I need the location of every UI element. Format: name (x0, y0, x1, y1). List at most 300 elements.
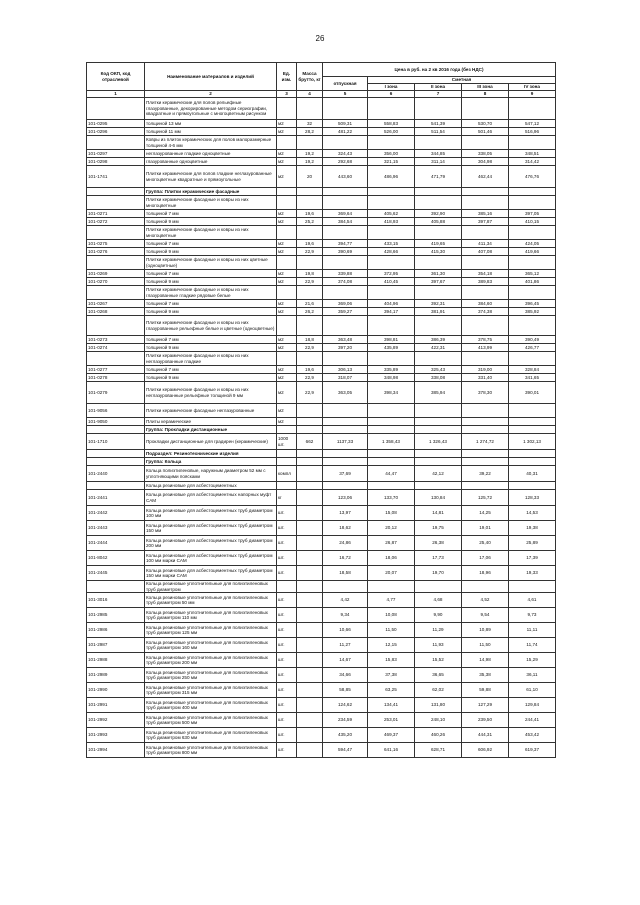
table-row (87, 728, 556, 743)
page-number: 26 (315, 34, 325, 43)
table-cell-zone-4-price: 619,37 (509, 743, 556, 758)
table-cell-mass (297, 743, 323, 758)
table-cell-mass: 22,9 (297, 344, 323, 352)
table-cell-zone-4-price: 19,38 (509, 521, 556, 536)
table-cell-zone-1-price: 348,98 (368, 374, 415, 382)
table-cell-mass (297, 188, 323, 196)
table-cell-zone-1-price: 44,47 (368, 466, 415, 482)
table-cell-code: 101-0272 (87, 218, 145, 226)
table-cell-zone-4-price (509, 316, 556, 336)
group-heading-row (87, 458, 556, 466)
table-row (87, 551, 556, 566)
table-cell-name: Плиты керамические (145, 418, 277, 426)
table-cell-code: 101-0298 (87, 158, 145, 166)
table-cell-unit (277, 458, 297, 466)
table-cell-zone-1-price: 253,01 (368, 713, 415, 728)
table-cell-release-price: 359,27 (323, 308, 368, 316)
table-cell-name: Плитки керамические фасадные и ковры из них неглазурованные гладкие (145, 352, 277, 366)
table-cell-mass: 22,9 (297, 382, 323, 404)
table-cell-name: толщиной 7 мм (145, 270, 277, 278)
header-price-group: Цена в руб. на 2 кв 2016 года (без НДС) (323, 63, 556, 77)
table-row (87, 506, 556, 521)
table-cell-zone-3-price (462, 352, 509, 366)
table-cell-code: 101-9050 (87, 418, 145, 426)
table-cell-release-price: 306,13 (323, 366, 368, 374)
table-cell-mass: 32 (297, 120, 323, 128)
table-cell-release-price: 384,54 (323, 218, 368, 226)
table-cell-unit: м2 (277, 218, 297, 226)
table-cell-zone-1-price (368, 482, 415, 490)
table-cell-name: Кольца резиновые уплотнительные для полиэтиленовых труб диаметром 400 мм (145, 698, 277, 713)
table-cell-mass (297, 506, 323, 521)
table-cell-release-price (323, 188, 368, 196)
table-cell-unit: м2 (277, 278, 297, 286)
table-cell-mass (297, 226, 323, 240)
table-cell-code: 101-2994 (87, 743, 145, 758)
table-cell-mass (297, 316, 323, 336)
table-cell-release-price (323, 136, 368, 150)
table-cell-zone-3-price (462, 98, 509, 120)
table-cell-zone-2-price: 311,14 (415, 158, 462, 166)
table-cell-name: глазурованные одноцветные (145, 158, 277, 166)
table-cell-zone-4-price (509, 581, 556, 593)
table-row (87, 608, 556, 623)
table-cell-zone-4-price: 14,53 (509, 506, 556, 521)
table-cell-name: Плитки керамические фасадные неглазурованные (145, 404, 277, 418)
table-cell-zone-1-price: 10,08 (368, 608, 415, 623)
table-cell-zone-4-price (509, 458, 556, 466)
table-cell-zone-1-price: 15,83 (368, 653, 415, 668)
table-cell-unit (277, 226, 297, 240)
table-cell-zone-1-price: 469,37 (368, 728, 415, 743)
table-cell-zone-1-price (368, 581, 415, 593)
table-row (87, 698, 556, 713)
table-cell-unit: 1000 шт. (277, 434, 297, 450)
table-cell-release-price: 16,72 (323, 551, 368, 566)
table-row (87, 286, 556, 300)
table-cell-zone-3-price (462, 316, 509, 336)
table-row (87, 536, 556, 551)
table-cell-name: Плитки керамические фасадные и ковры из них цветные (одноцветные) (145, 256, 277, 270)
col-number: 5 (323, 91, 368, 98)
table-cell-zone-2-price: 9,90 (415, 608, 462, 623)
table-cell-zone-3-price (462, 404, 509, 418)
table-cell-mass (297, 653, 323, 668)
header-unit: Ед. изм. (277, 63, 297, 91)
table-cell-zone-3-price (462, 458, 509, 466)
table-cell-unit: шт. (277, 728, 297, 743)
table-row (87, 210, 556, 218)
table-cell-zone-2-price: 19,75 (415, 521, 462, 536)
table-cell-zone-4-price: 547,12 (509, 120, 556, 128)
table-cell-zone-3-price (462, 196, 509, 210)
table-cell-code: 101-9056 (87, 404, 145, 418)
table-cell-zone-4-price (509, 256, 556, 270)
table-row (87, 240, 556, 248)
table-row (87, 218, 556, 226)
table-cell-zone-2-price: 386,39 (415, 336, 462, 344)
table-cell-zone-3-price: 14,98 (462, 653, 509, 668)
table-cell-zone-2-price (415, 316, 462, 336)
table-row (87, 150, 556, 158)
table-cell-zone-1-price (368, 196, 415, 210)
table-cell-code: 101-2989 (87, 668, 145, 683)
table-cell-mass (297, 490, 323, 506)
table-cell-zone-3-price (462, 188, 509, 196)
table-cell-code (87, 196, 145, 210)
table-cell-zone-2-price: 392,31 (415, 300, 462, 308)
table-cell-zone-3-price: 413,99 (462, 344, 509, 352)
table-cell-zone-2-price: 422,31 (415, 344, 462, 352)
table-cell-name: Кольца резиновые уплотнительные для полиэтиленовых труб диаметром 315 мм (145, 683, 277, 698)
table-cell-zone-1-price: 372,95 (368, 270, 415, 278)
table-cell-mass (297, 623, 323, 638)
table-cell-release-price: 594,47 (323, 743, 368, 758)
table-cell-mass (297, 713, 323, 728)
table-cell-code (87, 136, 145, 150)
table-cell-zone-1-price: 558,83 (368, 120, 415, 128)
table-cell-release-price: 394,77 (323, 240, 368, 248)
table-cell-zone-4-price: 11,74 (509, 638, 556, 653)
table-cell-zone-2-price: 392,90 (415, 210, 462, 218)
table-cell-zone-3-price (462, 581, 509, 593)
table-cell-code: 101-0274 (87, 344, 145, 352)
table-cell-zone-4-price: 4,61 (509, 593, 556, 608)
table-cell-release-price: 374,08 (323, 278, 368, 286)
table-row (87, 278, 556, 286)
table-cell-zone-1-price (368, 256, 415, 270)
table-cell-unit: шт. (277, 683, 297, 698)
table-cell-release-price: 4,42 (323, 593, 368, 608)
table-cell-unit: шт. (277, 566, 297, 581)
header-code: Код ОКП, код отраслевой (87, 63, 145, 91)
table-cell-zone-3-price: 374,38 (462, 308, 509, 316)
table-cell-name: толщиной 9 мм (145, 374, 277, 382)
table-row (87, 158, 556, 166)
table-cell-name: Плитки керамические фасадные и ковры из них неглазурованные рельефные толщиной 9 мм (145, 382, 277, 404)
table-cell-zone-1-price: 321,15 (368, 158, 415, 166)
table-cell-zone-3-price (462, 450, 509, 458)
table-row (87, 581, 556, 593)
table-cell-zone-2-price: 15,52 (415, 653, 462, 668)
table-cell-zone-2-price: 325,43 (415, 366, 462, 374)
table-cell-release-price: 443,60 (323, 166, 368, 188)
table-cell-zone-2-price (415, 286, 462, 300)
table-cell-unit: м2 (277, 418, 297, 426)
table-cell-release-price: 11,27 (323, 638, 368, 653)
table-cell-release-price (323, 404, 368, 418)
table-cell-zone-3-price: 125,72 (462, 490, 509, 506)
table-cell-unit: м2 (277, 382, 297, 404)
group-heading-row (87, 450, 556, 458)
table-cell-code: 101-1710 (87, 434, 145, 450)
table-cell-zone-4-price: 25,89 (509, 536, 556, 551)
table-cell-zone-3-price (462, 256, 509, 270)
table-cell-mass (297, 426, 323, 434)
table-cell-mass (297, 566, 323, 581)
table-row (87, 120, 556, 128)
table-cell-name: толщиной 11 мм (145, 128, 277, 136)
table-cell-zone-3-price: 239,50 (462, 713, 509, 728)
table-cell-mass (297, 536, 323, 551)
table-cell-zone-4-price: 426,77 (509, 344, 556, 352)
table-cell-zone-2-price (415, 418, 462, 426)
table-cell-release-price: 34,66 (323, 668, 368, 683)
table-cell-zone-3-price: 501,46 (462, 128, 509, 136)
table-cell-name: Прокладки дистанционные для градирен (керамические) (145, 434, 277, 450)
table-cell-zone-4-price: 328,84 (509, 366, 556, 374)
table-cell-name: толщиной 7 мм (145, 336, 277, 344)
table-cell-zone-2-price: 1 326,43 (415, 434, 462, 450)
table-cell-zone-4-price: 424,05 (509, 240, 556, 248)
table-row (87, 308, 556, 316)
table-cell-name: Кольца резиновые для асбестоцементных труб диаметром 100 мм (145, 506, 277, 521)
table-cell-mass (297, 286, 323, 300)
table-cell-mass (297, 136, 323, 150)
table-cell-unit (277, 482, 297, 490)
table-cell-unit (277, 352, 297, 366)
table-cell-zone-3-price: 354,18 (462, 270, 509, 278)
table-cell-unit (277, 188, 297, 196)
table-cell-zone-1-price: 134,41 (368, 698, 415, 713)
table-cell-code (87, 286, 145, 300)
table-cell-zone-1-price: 433,15 (368, 240, 415, 248)
table-cell-zone-1-price (368, 352, 415, 366)
table-cell-mass: 20 (297, 166, 323, 188)
table-cell-name: толщиной 7 мм (145, 240, 277, 248)
table-cell-zone-4-price: 419,66 (509, 248, 556, 256)
table-cell-unit: шт. (277, 713, 297, 728)
table-cell-zone-4-price: 129,84 (509, 698, 556, 713)
table-cell-release-price: 58,85 (323, 683, 368, 698)
table-cell-zone-2-price: 397,67 (415, 278, 462, 286)
table-cell-name: Группа: Прокладки дистанционные (145, 426, 277, 434)
table-cell-zone-4-price: 61,10 (509, 683, 556, 698)
table-cell-zone-2-price: 338,08 (415, 374, 462, 382)
table-cell-zone-3-price: 304,98 (462, 158, 509, 166)
table-cell-code: 101-8042 (87, 551, 145, 566)
table-row (87, 366, 556, 374)
table-cell-name: Кольца резиновые уплотнительные для полиэтиленовых труб диаметром (145, 581, 277, 593)
table-cell-zone-2-price (415, 98, 462, 120)
table-cell-zone-4-price: 401,86 (509, 278, 556, 286)
table-row (87, 713, 556, 728)
table-cell-release-price: 37,69 (323, 466, 368, 482)
table-cell-code (87, 226, 145, 240)
table-cell-zone-1-price (368, 226, 415, 240)
table-cell-mass: 19,2 (297, 150, 323, 158)
table-cell-release-price: 234,59 (323, 713, 368, 728)
table-cell-zone-1-price (368, 136, 415, 150)
table-cell-code: 101-2445 (87, 566, 145, 581)
table-cell-release-price (323, 226, 368, 240)
table-cell-zone-1-price: 410,45 (368, 278, 415, 286)
table-cell-release-price (323, 316, 368, 336)
table-cell-zone-3-price: 39,22 (462, 466, 509, 482)
table-cell-zone-4-price (509, 98, 556, 120)
header-mass: Масса брутто, кг (297, 63, 323, 91)
table-cell-name: Кольца резиновые уплотнительные для полиэтиленовых труб диаметром 125 мм (145, 623, 277, 638)
table-cell-zone-4-price: 453,42 (509, 728, 556, 743)
table-cell-release-price (323, 256, 368, 270)
table-cell-name: Кольца резиновые уплотнительные для полиэтиленовых труб диаметром 110 мм (145, 608, 277, 623)
table-cell-unit (277, 426, 297, 434)
table-cell-unit: компл (277, 466, 297, 482)
table-cell-zone-2-price: 11,29 (415, 623, 462, 638)
table-cell-name: Плитки керамические для полов рельефные глазурованные, декорированные методом сериографии, квадратные и прямоугольные с многоцветным рисунком (145, 98, 277, 120)
table-cell-zone-1-price (368, 98, 415, 120)
table-cell-zone-2-price: 4,68 (415, 593, 462, 608)
table-cell-release-price: 18,58 (323, 566, 368, 581)
table-cell-zone-4-price (509, 226, 556, 240)
col-number: 8 (462, 91, 509, 98)
table-cell-mass (297, 466, 323, 482)
table-cell-code (87, 450, 145, 458)
table-cell-code: 101-0296 (87, 128, 145, 136)
table-cell-code (87, 188, 145, 196)
table-cell-unit: м2 (277, 166, 297, 188)
table-cell-zone-2-price (415, 482, 462, 490)
table-cell-mass (297, 551, 323, 566)
table-cell-name: Подраздел: Резинотехнические изделия (145, 450, 277, 458)
table-cell-code: 101-2440 (87, 466, 145, 482)
table-cell-zone-1-price: 20,07 (368, 566, 415, 581)
table-cell-zone-3-price: 1 274,72 (462, 434, 509, 450)
table-cell-zone-3-price: 17,06 (462, 551, 509, 566)
table-row (87, 623, 556, 638)
table-cell-zone-2-price (415, 188, 462, 196)
table-cell-release-price: 363,48 (323, 336, 368, 344)
table-cell-name: толщиной 9 мм (145, 248, 277, 256)
table-cell-zone-4-price (509, 426, 556, 434)
table-cell-zone-3-price: 319,00 (462, 366, 509, 374)
table-cell-zone-2-price: 381,91 (415, 308, 462, 316)
table-cell-zone-1-price: 398,81 (368, 336, 415, 344)
table-cell-zone-4-price: 476,76 (509, 166, 556, 188)
table-cell-unit (277, 450, 297, 458)
table-row (87, 344, 556, 352)
table-cell-mass (297, 521, 323, 536)
table-cell-mass: 19,8 (297, 270, 323, 278)
table-cell-zone-3-price: 378,75 (462, 336, 509, 344)
table-cell-unit: м2 (277, 240, 297, 248)
table-cell-unit: шт. (277, 623, 297, 638)
col-number: 7 (415, 91, 462, 98)
table-cell-zone-3-price: 389,83 (462, 278, 509, 286)
table-cell-zone-3-price: 407,08 (462, 248, 509, 256)
table-cell-code (87, 256, 145, 270)
table-cell-unit: шт. (277, 593, 297, 608)
table-cell-zone-4-price: 36,11 (509, 668, 556, 683)
table-cell-name: неглазурованные гладкие одноцветные (145, 150, 277, 158)
table-cell-code (87, 98, 145, 120)
table-cell-zone-2-price: 460,26 (415, 728, 462, 743)
col-number: 3 (277, 91, 297, 98)
table-cell-release-price: 318,07 (323, 374, 368, 382)
table-cell-unit: шт. (277, 506, 297, 521)
table-cell-code (87, 581, 145, 593)
table-cell-name: Ковры из плиток керамических для полов малоразмерные толщиной 4-6 мм (145, 136, 277, 150)
col-number: 1 (87, 91, 145, 98)
table-cell-zone-1-price (368, 450, 415, 458)
table-row (87, 418, 556, 426)
table-cell-zone-1-price: 335,89 (368, 366, 415, 374)
col-number: 4 (297, 91, 323, 98)
table-cell-name: Плитки керамические для полов гладкие неглазурованные многоцветные квадратные и прямоугольные (145, 166, 277, 188)
table-cell-mass (297, 404, 323, 418)
header-estimate: Сметная (368, 77, 556, 84)
table-cell-mass (297, 98, 323, 120)
table-cell-code: 101-0276 (87, 248, 145, 256)
table-cell-name: толщиной 9 мм (145, 278, 277, 286)
table-cell-mass: 22,9 (297, 374, 323, 382)
table-cell-zone-4-price (509, 188, 556, 196)
table-cell-code (87, 316, 145, 336)
table-cell-release-price: 481,22 (323, 128, 368, 136)
table-cell-zone-4-price: 397,05 (509, 210, 556, 218)
table-cell-name: Кольца резиновые для асбестоцементных напорных муфт САМ (145, 490, 277, 506)
table-cell-unit: шт. (277, 653, 297, 668)
table-cell-unit (277, 286, 297, 300)
table-cell-unit: шт. (277, 521, 297, 536)
table-cell-zone-3-price: 462,44 (462, 166, 509, 188)
table-cell-release-price: 10,66 (323, 623, 368, 638)
table-cell-code: 101-2990 (87, 683, 145, 698)
table-cell-mass: 19,6 (297, 240, 323, 248)
table-cell-zone-1-price: 37,38 (368, 668, 415, 683)
table-cell-name: Кольца резиновые уплотнительные для полиэтиленовых труб диаметром 200 мм (145, 653, 277, 668)
table-cell-zone-1-price: 63,25 (368, 683, 415, 698)
table-cell-release-price: 9,34 (323, 608, 368, 623)
column-number-row (87, 91, 556, 98)
table-cell-zone-1-price (368, 426, 415, 434)
table-cell-zone-2-price: 405,88 (415, 218, 462, 226)
table-cell-zone-2-price: 541,39 (415, 120, 462, 128)
table-cell-code: 101-2985 (87, 608, 145, 623)
header-zone-1: I зона (368, 84, 415, 91)
table-cell-zone-1-price (368, 458, 415, 466)
table-row (87, 566, 556, 581)
header-zone-2: II зона (415, 84, 462, 91)
table-cell-zone-2-price: 361,30 (415, 270, 462, 278)
table-cell-zone-3-price (462, 226, 509, 240)
table-cell-release-price: 369,64 (323, 210, 368, 218)
table-cell-zone-3-price: 127,29 (462, 698, 509, 713)
table-cell-unit: м2 (277, 344, 297, 352)
group-heading-row (87, 188, 556, 196)
table-cell-unit: м2 (277, 404, 297, 418)
table-cell-zone-2-price: 131,80 (415, 698, 462, 713)
table-cell-unit: шт. (277, 668, 297, 683)
table-cell-zone-2-price: 11,93 (415, 638, 462, 653)
table-cell-zone-2-price (415, 458, 462, 466)
table-row (87, 316, 556, 336)
table-cell-code: 101-0270 (87, 278, 145, 286)
table-cell-unit: шт. (277, 608, 297, 623)
table-cell-release-price: 363,05 (323, 382, 368, 404)
table-cell-zone-2-price: 415,30 (415, 248, 462, 256)
table-cell-mass: 28,2 (297, 128, 323, 136)
table-cell-code: 101-0269 (87, 270, 145, 278)
table-row (87, 270, 556, 278)
table-cell-mass: 19,6 (297, 366, 323, 374)
table-cell-release-price: 24,86 (323, 536, 368, 551)
table-cell-unit: шт. (277, 698, 297, 713)
table-cell-unit: м2 (277, 150, 297, 158)
table-cell-zone-4-price (509, 196, 556, 210)
table-cell-zone-1-price: 15,08 (368, 506, 415, 521)
header-release: отпускная (323, 77, 368, 91)
